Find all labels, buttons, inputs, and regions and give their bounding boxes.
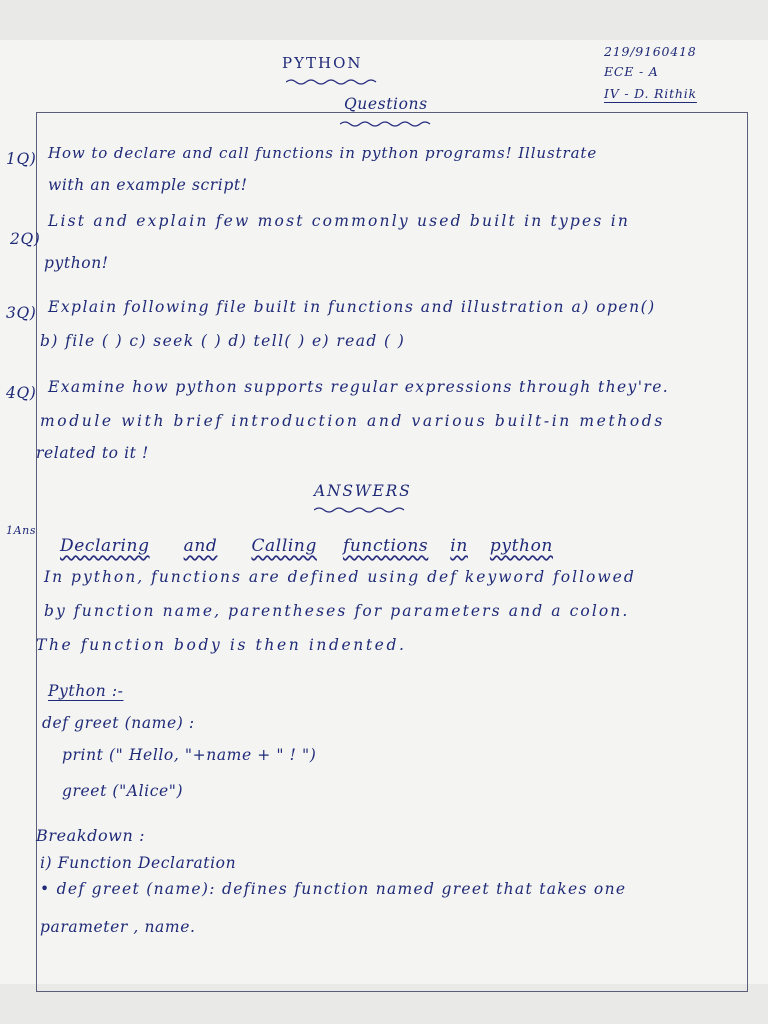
answers-underline — [314, 506, 410, 514]
subject-title: PYTHON — [282, 54, 363, 72]
question-3-line-1: Explain following file built in functions and illustration a) open() — [48, 298, 656, 316]
question-1-number: 1Q) — [6, 150, 37, 168]
roll-number: 219/9160418 — [604, 44, 697, 59]
questions-heading: Questions — [344, 95, 428, 113]
code-line-2: print (" Hello, "+name + " ! ") — [62, 746, 317, 764]
breakdown-line-3: parameter , name. — [40, 918, 196, 936]
question-4-line-1: Examine how python supports regular expressions through they're. — [48, 378, 670, 396]
code-line-3: greet ("Alice") — [62, 782, 184, 800]
breakdown-label: Breakdown : — [36, 826, 146, 845]
title-word-and: and — [183, 536, 218, 556]
answer-1-line-2: by function name, parentheses for parameters and a colon. — [44, 602, 630, 620]
question-1-line-2: with an example script! — [48, 176, 248, 194]
questions-underline — [340, 120, 436, 128]
title-word-python: python — [489, 536, 553, 556]
answer-1-line-1: In python, functions are defined using def keyword followed — [44, 568, 636, 586]
question-4-line-2: module with brief introduction and various built-in methods — [40, 412, 665, 430]
title-word-declaring: Declaring — [60, 536, 150, 556]
question-2-line-1: List and explain few most commonly used built in types in — [48, 212, 631, 230]
answer-1-title — [60, 536, 553, 556]
answer-1-line-3: The function body is then indented. — [36, 636, 407, 654]
question-1-line-1: How to declare and call functions in python programs! Illustrate — [48, 144, 598, 162]
title-underline — [286, 78, 378, 86]
code-line-1: def greet (name) : — [42, 714, 195, 732]
question-2-line-2: python! — [44, 254, 109, 272]
title-word-calling: Calling — [251, 536, 317, 556]
question-3-number: 3Q) — [6, 304, 37, 322]
question-4-number: 4Q) — [6, 384, 37, 402]
class-section: ECE - A — [604, 64, 659, 79]
answers-heading: ANSWERS — [314, 482, 412, 500]
title-word-in: in — [450, 536, 468, 556]
code-label: Python :- — [48, 682, 124, 700]
question-2-number: 2Q) — [10, 230, 41, 248]
title-word-functions: functions — [342, 536, 429, 556]
answer-1-marker: 1Ans — [6, 524, 37, 537]
question-4-line-3: related to it ! — [36, 444, 149, 462]
student-name: IV - D. Rithik — [604, 86, 697, 101]
breakdown-line-2: • def greet (name): defines function named greet that takes one — [40, 880, 627, 898]
question-3-line-2: b) file ( ) c) seek ( ) d) tell( ) e) read ( ) — [40, 332, 406, 350]
notebook-page — [0, 40, 768, 984]
breakdown-line-1: i) Function Declaration — [40, 854, 237, 872]
